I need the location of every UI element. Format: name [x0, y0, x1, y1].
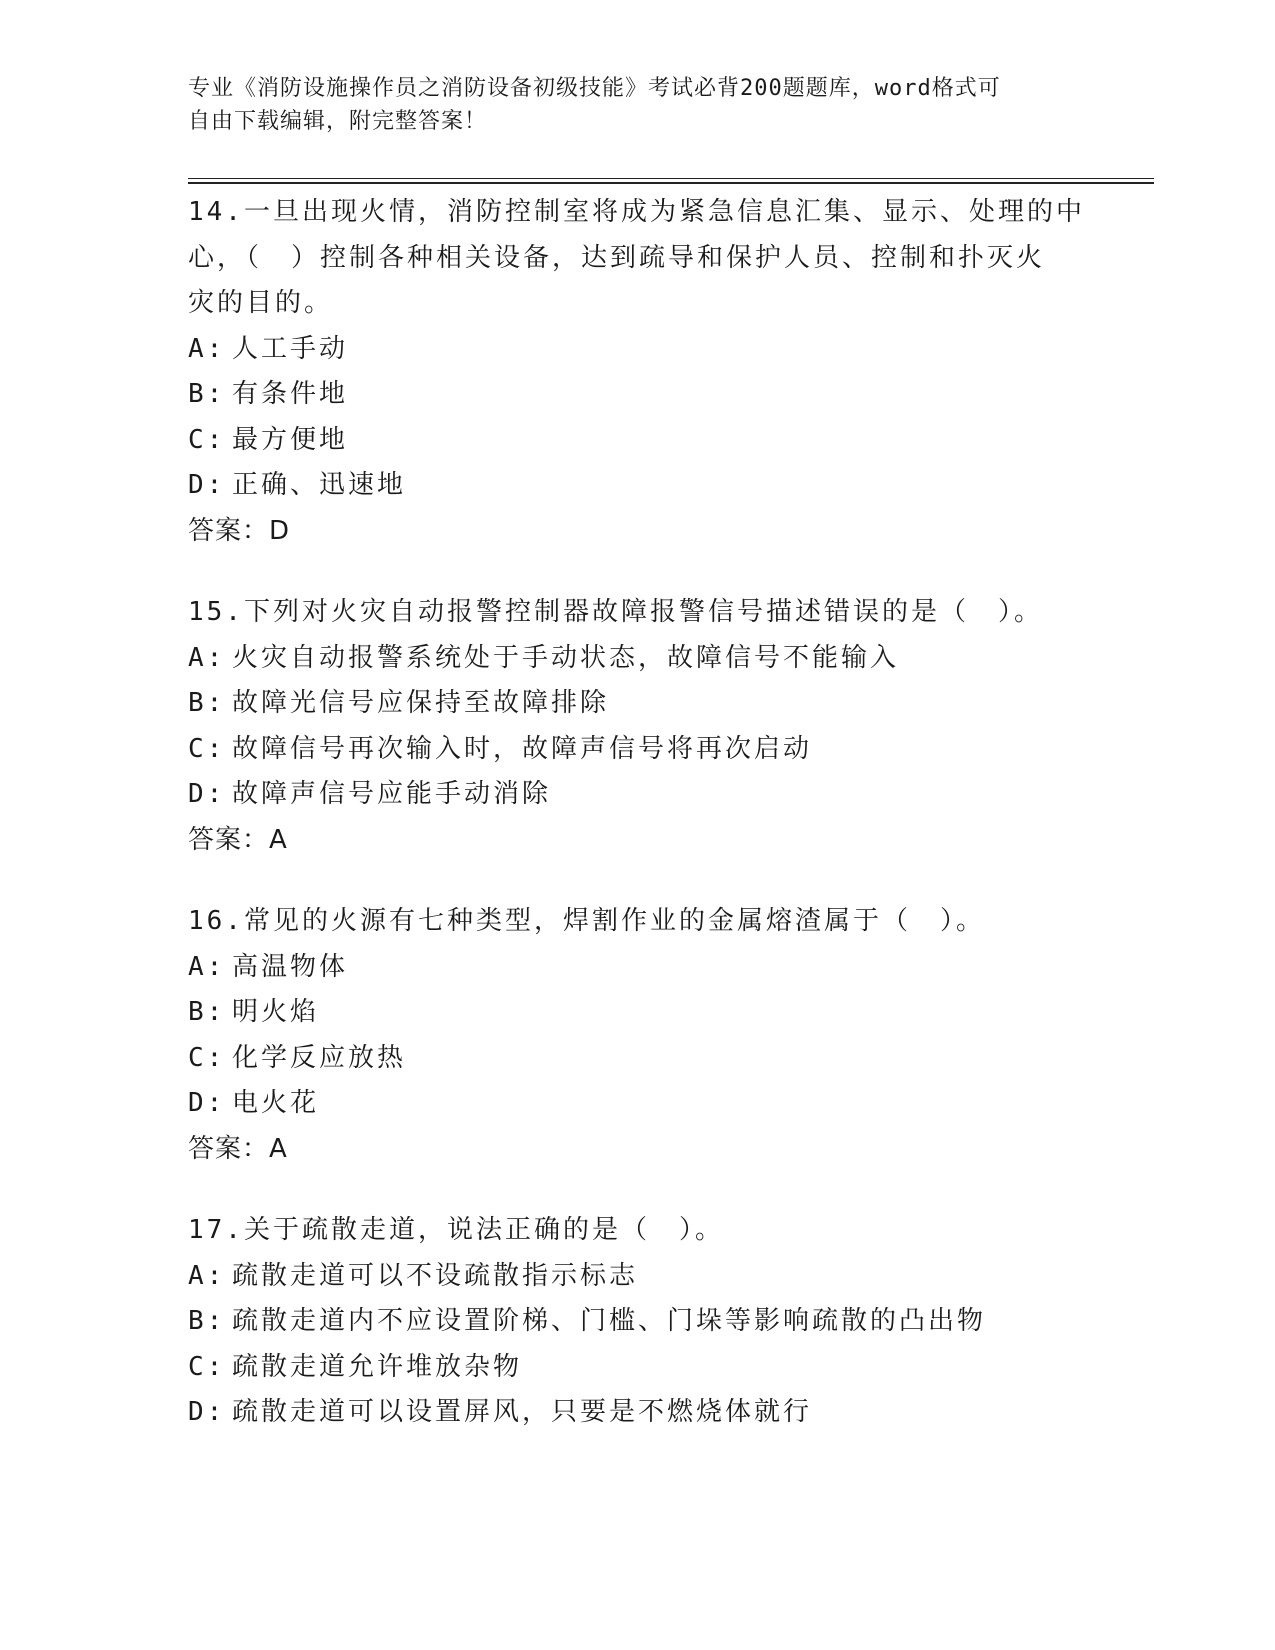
header-divider-thick: [188, 182, 1154, 184]
option-a: [188, 945, 1088, 991]
option-c: [188, 1345, 1088, 1391]
option-text: 故障声信号应能手动消除: [232, 779, 552, 809]
option-text: 电火花: [232, 1088, 320, 1118]
option-key: C:: [188, 1351, 226, 1382]
option-b: [188, 1299, 1088, 1345]
option-d: [188, 772, 1088, 818]
question-17: [188, 1208, 1088, 1436]
document-header: [188, 72, 1088, 138]
option-text: 明火焰: [232, 997, 320, 1027]
question-stem-line: 15.下列对火灾自动报警控制器故障报警信号描述错误的是（ ）。: [188, 597, 1043, 627]
question-stem-line: 17.关于疏散走道，说法正确的是（ ）。: [188, 1215, 724, 1245]
option-text: 疏散走道可以设置屏风，只要是不燃烧体就行: [232, 1397, 813, 1427]
header-line-2: 自由下载编辑，附完整答案！: [188, 109, 488, 134]
option-key: D:: [188, 779, 226, 809]
option-a: [188, 1254, 1088, 1300]
option-c: [188, 1036, 1088, 1082]
option-text: 故障信号再次输入时，故障声信号将再次启动: [232, 733, 813, 764]
option-key: B:: [188, 997, 226, 1027]
question-16: [188, 899, 1088, 1172]
header-line-1: 专业《消防设施操作员之消防设备初级技能》考试必背200题题库，word格式可: [188, 76, 1001, 101]
option-key: A:: [188, 951, 226, 982]
answer-line: 答案：A: [188, 1133, 288, 1164]
option-key: C:: [188, 424, 226, 455]
option-key: C:: [188, 1042, 226, 1073]
option-key: A:: [188, 1260, 226, 1291]
option-key: C:: [188, 733, 226, 764]
option-key: D:: [188, 1397, 226, 1427]
option-d: [188, 463, 1088, 509]
option-key: A:: [188, 642, 226, 673]
option-text: 正确、迅速地: [232, 470, 407, 500]
question-stem-line: 14.一旦出现火情，消防控制室将成为紧急信息汇集、显示、处理的中: [188, 197, 1085, 227]
option-a: [188, 636, 1088, 682]
option-key: B:: [188, 688, 226, 718]
answer-line: 答案：A: [188, 824, 288, 855]
option-text: 故障光信号应保持至故障排除: [232, 688, 610, 718]
header-divider-thin: [188, 178, 1154, 179]
option-text: 火灾自动报警系统处于手动状态，故障信号不能输入: [232, 642, 900, 673]
option-text: 高温物体: [232, 951, 349, 982]
option-text: 化学反应放热: [232, 1042, 407, 1073]
option-b: [188, 990, 1088, 1036]
question-stem-line: 心，（ ）控制各种相关设备，达到疏导和保护人员、控制和扑灭火: [188, 242, 1046, 273]
option-a: [188, 327, 1088, 373]
option-key: B:: [188, 1306, 226, 1336]
option-key: B:: [188, 379, 226, 409]
option-c: [188, 418, 1088, 464]
question-list: [188, 190, 1088, 1472]
question-stem-line: 灾的目的。: [188, 288, 334, 318]
option-b: [188, 681, 1088, 727]
option-text: 最方便地: [232, 424, 349, 455]
option-d: [188, 1081, 1088, 1127]
option-key: D:: [188, 1088, 226, 1118]
option-c: [188, 727, 1088, 773]
question-15: [188, 590, 1088, 863]
option-text: 疏散走道允许堆放杂物: [232, 1351, 523, 1382]
option-key: A:: [188, 333, 226, 364]
option-text: 人工手动: [232, 333, 349, 364]
option-text: 有条件地: [232, 379, 349, 409]
question-14: [188, 190, 1088, 554]
option-key: D:: [188, 470, 226, 500]
option-text: 疏散走道可以不设疏散指示标志: [232, 1260, 639, 1291]
option-text: 疏散走道内不应设置阶梯、门槛、门垛等影响疏散的凸出物: [232, 1306, 987, 1336]
option-b: [188, 372, 1088, 418]
question-stem-line: 16.常见的火源有七种类型，焊割作业的金属熔渣属于（ ）。: [188, 906, 985, 936]
answer-line: 答案：D: [188, 515, 291, 546]
option-d: [188, 1390, 1088, 1436]
